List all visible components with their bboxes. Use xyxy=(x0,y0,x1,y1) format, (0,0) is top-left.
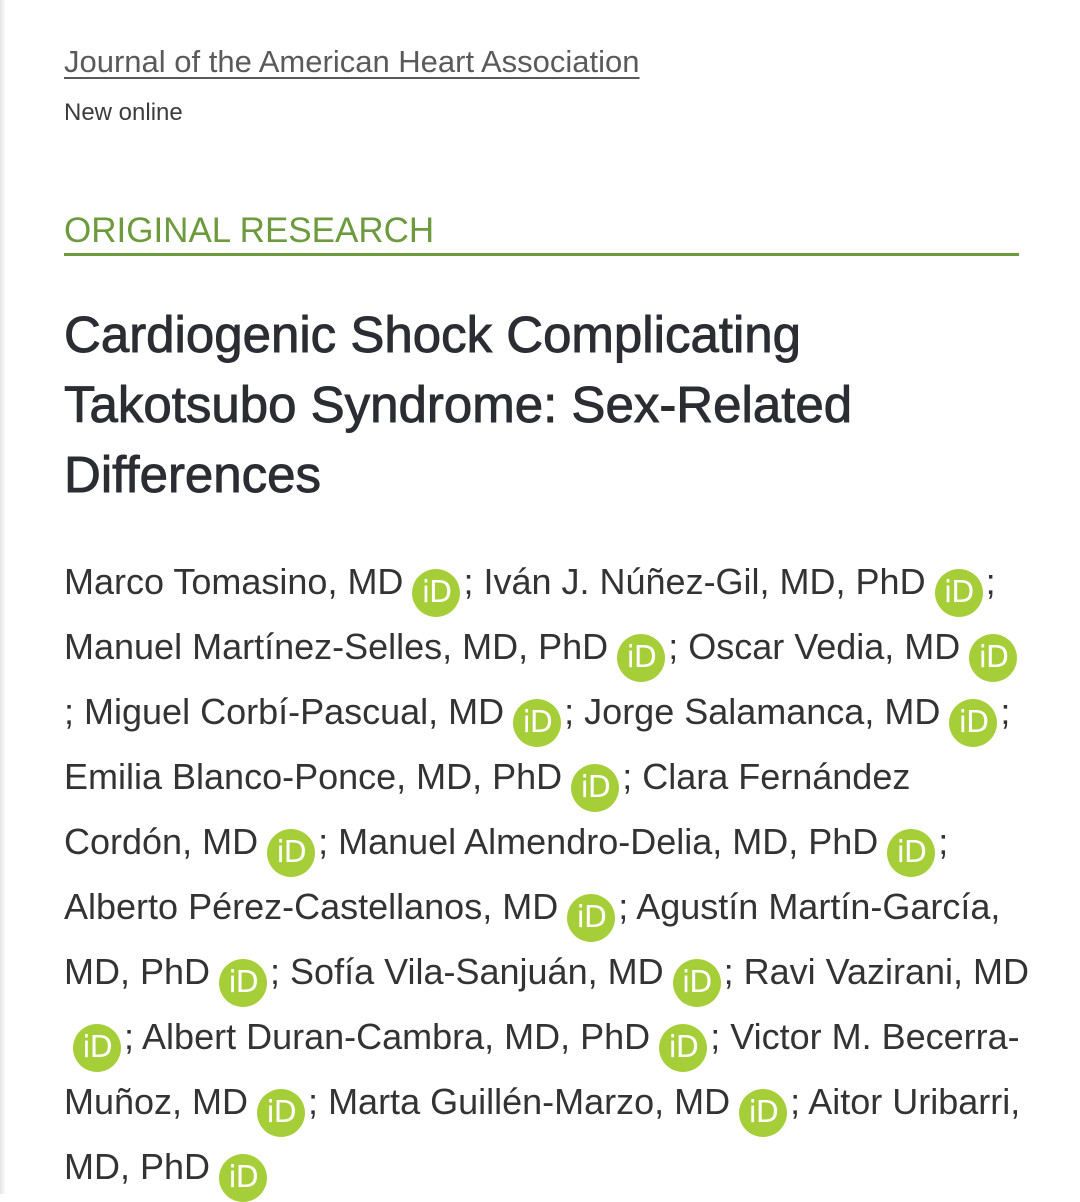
author-separator: ; xyxy=(308,1081,329,1122)
orcid-icon[interactable]: iD xyxy=(567,894,615,942)
author-name[interactable]: Emilia Blanco-Ponce, MD, PhD xyxy=(64,756,563,797)
author-separator: ; xyxy=(985,561,996,602)
author-name[interactable]: Manuel Almendro-Delia, MD, PhD xyxy=(338,821,879,862)
author-separator: ; xyxy=(938,821,949,862)
author-name[interactable]: Marco Tomasino, MD xyxy=(64,561,404,602)
orcid-icon[interactable]: iD xyxy=(219,1154,267,1202)
author-separator: ; xyxy=(64,691,85,732)
author-name[interactable]: Miguel Corbí-Pascual, MD xyxy=(84,691,505,732)
author-name[interactable]: Manuel Martínez-Selles, MD, PhD xyxy=(64,626,609,667)
orcid-icon[interactable]: iD xyxy=(739,1089,787,1137)
orcid-icon[interactable]: iD xyxy=(73,1024,121,1072)
orcid-icon[interactable]: iD xyxy=(949,699,997,747)
author-separator: ; xyxy=(723,951,744,992)
orcid-icon[interactable]: iD xyxy=(267,829,315,877)
orcid-icon[interactable]: iD xyxy=(571,764,619,812)
author-separator: ; xyxy=(124,1016,143,1057)
article-type-header xyxy=(64,208,1019,256)
author-separator: ; xyxy=(564,691,585,732)
journal-name-link[interactable]: Journal of the American Heart Association xyxy=(64,44,640,79)
orcid-icon[interactable]: iD xyxy=(513,699,561,747)
orcid-icon[interactable]: iD xyxy=(412,569,460,617)
author-name[interactable]: Oscar Vedia, MD xyxy=(688,626,961,667)
author-name[interactable]: Aitor Uribarri, MD, PhD xyxy=(64,1081,1021,1187)
author-name[interactable]: Agustín Martín-García, MD, PhD xyxy=(64,886,1001,992)
orcid-icon[interactable]: iD xyxy=(219,959,267,1007)
author-name[interactable]: Clara Fernández Cordón, MD xyxy=(64,756,911,862)
article-type-label: ORIGINAL RESEARCH xyxy=(64,211,435,250)
page-left-edge xyxy=(0,0,7,1194)
publication-status: New online xyxy=(64,99,183,126)
author-name[interactable]: Victor M. Becerra-Muñoz, MD xyxy=(64,1016,1020,1122)
orcid-icon[interactable]: iD xyxy=(673,959,721,1007)
author-separator: ; xyxy=(790,1081,809,1122)
author-name[interactable]: Jorge Salamanca, MD xyxy=(584,691,941,732)
author-separator: ; xyxy=(710,1016,731,1057)
author-separator: ; xyxy=(618,886,637,927)
author-separator: ; xyxy=(463,561,484,602)
orcid-icon[interactable]: iD xyxy=(969,634,1017,682)
author-name[interactable]: Ravi Vazirani, MD xyxy=(743,951,1030,992)
orcid-icon[interactable]: iD xyxy=(935,569,983,617)
author-separator: ; xyxy=(270,951,291,992)
author-separator: ; xyxy=(668,626,689,667)
orcid-icon[interactable]: iD xyxy=(617,634,665,682)
author-name[interactable]: Sofía Vila-Sanjuán, MD xyxy=(290,951,664,992)
orcid-icon[interactable]: iD xyxy=(659,1024,707,1072)
author-name[interactable]: Alberto Pérez-Castellanos, MD xyxy=(64,886,559,927)
author-separator: ; xyxy=(1000,691,1011,732)
article-title: Cardiogenic Shock Complicating Takotsubo Syndrome: Sex-Related Differences xyxy=(64,306,853,503)
orcid-icon[interactable]: iD xyxy=(257,1089,305,1137)
author-list xyxy=(64,552,1030,1202)
author-name[interactable]: Iván J. Núñez-Gil, MD, PhD xyxy=(483,561,926,602)
author-separator: ; xyxy=(318,821,339,862)
orcid-icon[interactable]: iD xyxy=(887,829,935,877)
author-name[interactable]: Marta Guillén-Marzo, MD xyxy=(328,1081,731,1122)
author-name[interactable]: Albert Duran-Cambra, MD, PhD xyxy=(142,1016,651,1057)
author-separator: ; xyxy=(622,756,643,797)
